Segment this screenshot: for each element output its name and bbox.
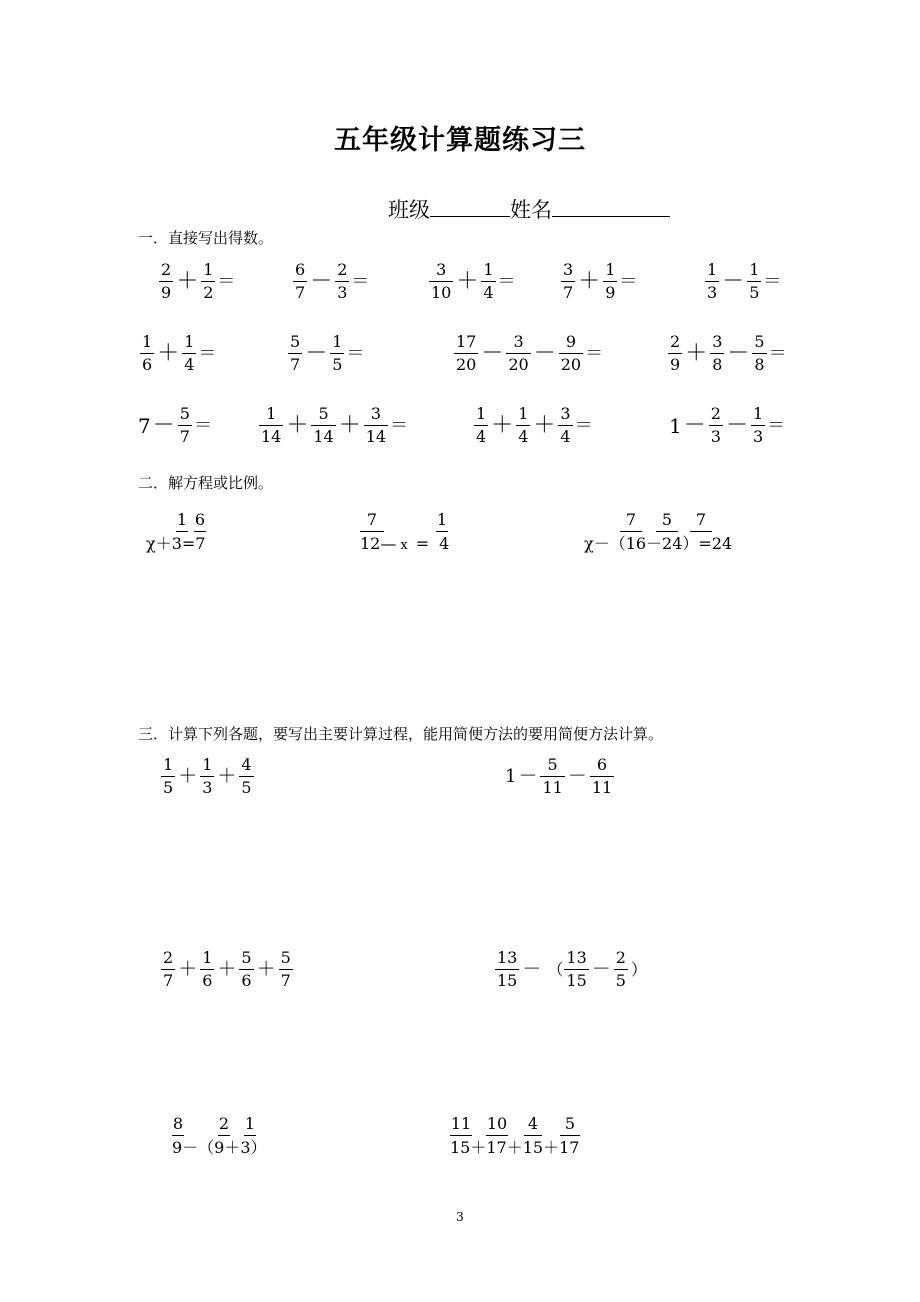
fraction: $\frac{1}{9}$	[605, 260, 616, 302]
s2-equation-3: 7 5 7 χ－（16－24）=24	[584, 510, 733, 553]
fraction: $\frac{4}{5}$	[241, 755, 252, 797]
fraction: $\frac{3}{10}$	[431, 260, 452, 302]
fraction: $\frac{5}{11}$	[542, 755, 563, 797]
fraction: $\frac{1}{14}$	[261, 404, 282, 446]
page-number: 3	[456, 1210, 464, 1224]
class-blank[interactable]	[430, 195, 510, 217]
class-label: 班级	[388, 198, 430, 222]
fraction: $\frac{5}{8}$	[754, 332, 765, 374]
fraction: $\frac{5}{7}$	[179, 404, 190, 446]
fraction: $\frac{13}{15}$	[566, 948, 587, 990]
s1-q2: $\frac{6}{7}$ － $\frac{2}{3}$ ＝	[295, 260, 370, 302]
section2-heading: 二．解方程或比例。	[138, 474, 274, 492]
fraction: $\frac{1}{2}$	[203, 260, 214, 302]
s2-equation-1: 1 6 χ＋3=7	[146, 510, 206, 553]
s3-problem-6: 11 10 4 5 15＋17＋15＋17	[450, 1114, 580, 1157]
fraction: $\frac{1}{4}$	[518, 404, 529, 446]
s1-q9: $\frac{2}{9}$ ＋ $\frac{3}{8}$ － $\frac{5}{8}$ ＝	[670, 332, 787, 374]
fraction: $\frac{6}{7}$	[295, 260, 306, 302]
page-title: 五年级计算题练习三	[334, 125, 586, 156]
s1-q6: $\frac{1}{6}$ ＋ $\frac{1}{4}$ ＝	[142, 332, 217, 374]
fraction: $\frac{1}{6}$	[142, 332, 153, 374]
fraction: $\frac{3}{8}$	[712, 332, 723, 374]
name-label: 姓名	[510, 198, 552, 222]
fraction: $\frac{2}{5}$	[615, 948, 626, 990]
fraction: $\frac{5}{6}$	[241, 948, 252, 990]
fraction: $\frac{17}{20}$	[456, 332, 477, 374]
class-name-line	[388, 194, 670, 224]
fraction: $\frac{2}{3}$	[710, 404, 721, 446]
fraction: $\frac{1}{3}$	[202, 755, 213, 797]
fraction: $\frac{1}{3}$	[752, 404, 764, 446]
s1-q11: $\frac{1}{14}$ ＋ $\frac{5}{14}$ ＋ $\frac{3}{14}$ ＝	[261, 404, 409, 446]
fraction: $\frac{1}{4}$	[483, 260, 494, 302]
s1-q10: 7 － $\frac{5}{7}$ ＝	[138, 404, 212, 446]
s1-q3: $\frac{3}{10}$ ＋ $\frac{1}{4}$ ＝	[431, 260, 516, 302]
fraction: $\frac{1}{4}$	[184, 332, 195, 374]
fraction: $\frac{3}{14}$	[365, 404, 387, 446]
fraction: $\frac{1}{5}$	[332, 332, 343, 374]
s3-problem-2: 1 － $\frac{5}{11}$ － $\frac{6}{11}$	[505, 755, 613, 797]
fraction: $\frac{13}{15}$	[497, 948, 518, 990]
fraction: $\frac{5}{14}$	[313, 404, 334, 446]
fraction: $\frac{1}{4}$	[476, 404, 487, 446]
fraction: $\frac{5}{7}$	[280, 948, 291, 990]
s1-q7: $\frac{5}{7}$ － $\frac{1}{5}$ ＝	[290, 332, 365, 374]
fraction: $\frac{1}{5}$	[749, 260, 760, 302]
s1-q13: 1 － $\frac{2}{3}$ － $\frac{1}{3}$ ＝	[669, 404, 786, 446]
s1-q4: $\frac{3}{7}$ ＋ $\frac{1}{9}$ ＝	[563, 260, 638, 302]
fraction: $\frac{3}{20}$	[508, 332, 529, 374]
s1-q8: $\frac{17}{20}$ － $\frac{3}{20}$ － $\frac{9}{20}$ ＝	[456, 332, 604, 374]
fraction: $\frac{2}{9}$	[161, 260, 172, 302]
s1-q12: $\frac{1}{4}$ ＋ $\frac{1}{4}$ ＋ $\frac{3}{4}$ ＝	[476, 404, 593, 446]
name-blank[interactable]	[552, 195, 670, 217]
s1-q5: $\frac{1}{3}$ － $\frac{1}{5}$ ＝	[707, 260, 782, 302]
fraction: $\frac{3}{4}$	[560, 404, 571, 446]
s1-q1: $\frac{2}{9}$ ＋ $\frac{1}{2}$ ＝	[161, 260, 236, 302]
s3-problem-1: $\frac{1}{5}$ ＋ $\frac{1}{3}$ ＋ $\frac{4}{5}$	[163, 755, 252, 797]
fraction: $\frac{5}{7}$	[290, 332, 301, 374]
fraction: $\frac{6}{11}$	[591, 755, 613, 797]
section3-heading: 三．计算下列各题，要写出主要计算过程，能用简便方法的要用简便方法计算。	[138, 725, 664, 743]
s2-equation-2: 7 1 12— x = 4	[360, 510, 450, 553]
fraction: $\frac{2}{3}$	[337, 260, 348, 302]
fraction: $\frac{1}{5}$	[163, 755, 174, 797]
s3-problem-3: $\frac{2}{7}$ ＋ $\frac{1}{6}$ ＋ $\frac{5}{6}$ ＋ $\frac{5}{7}$	[163, 948, 291, 990]
fraction: $\frac{3}{7}$	[563, 260, 574, 302]
fraction: $\frac{2}{9}$	[670, 332, 681, 374]
fraction: $\frac{1}{3}$	[707, 260, 718, 302]
section1-heading: 一．直接写出得数。	[138, 229, 274, 247]
fraction: $\frac{2}{7}$	[163, 948, 174, 990]
fraction: $\frac{1}{6}$	[202, 948, 213, 990]
fraction: $\frac{9}{20}$	[560, 332, 582, 374]
s3-problem-5: 8 2 1 9－（9＋3）	[172, 1114, 267, 1157]
s3-problem-4: $\frac{13}{15}$ － （ $\frac{13}{15}$ － $\frac{2}{5}$ ）	[497, 948, 647, 990]
